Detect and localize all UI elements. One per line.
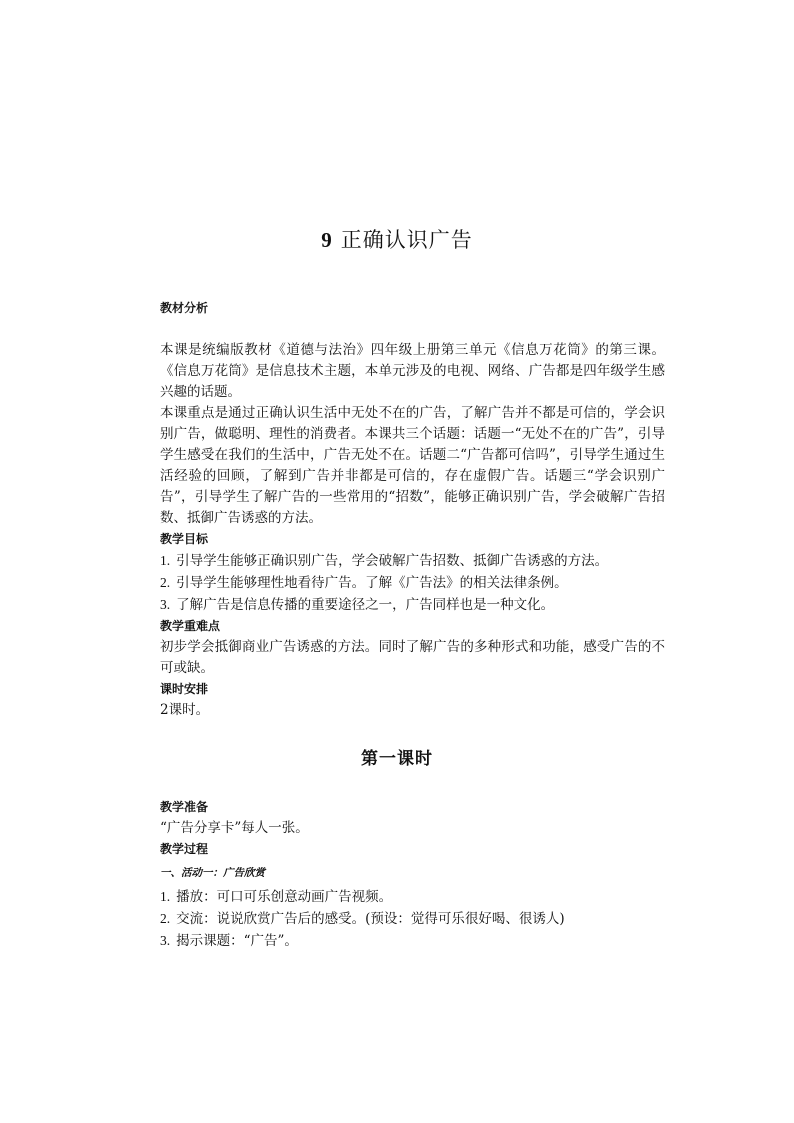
lesson1-title: 第一课时 — [361, 749, 433, 769]
key-points-heading: 教学重难点 — [160, 619, 221, 633]
prep-heading: 教学准备 — [160, 800, 209, 814]
analysis-paragraph-2 — [160, 403, 665, 529]
schedule-heading: 课时安排 — [160, 682, 209, 696]
goal-num: 3. — [160, 597, 171, 612]
goal-num: 2. — [160, 575, 171, 590]
page-title — [0, 224, 794, 254]
analysis-p2-text: 本课重点是通过正确认识生活中无处不在的广告，了解广告并不都是可信的，学会识别广告，做聪明、理性的消费者。本课共三个话题：话题一“无处不在的广告”，引导学生感受在我们的生活中，广告无处不在。话题二“广告都可信吗”，引导学生通过生活经验的回顾，了解到广告并非都是可信的，存在虚假广告。话题三“学会识别广告”，引导学生了解广告的一些常用的“招数”，能够正确识别广告，学会破解广告招数、抵御广告诱惑的方法。 — [160, 405, 665, 526]
analysis-p1-text: 本课是统编版教材《道德与法治》四年级上册第三单元《信息万花筒》的第三课。《信息万花筒》是信息技术主题，本单元涉及的电视、网络、广告都是四年级学生感兴趣的话题。 — [160, 342, 665, 400]
process-heading: 教学过程 — [160, 842, 209, 856]
goal-item — [160, 594, 665, 616]
analysis-paragraph-1 — [160, 319, 665, 403]
step-text: 播放：可口可乐创意动画广告视频。 — [176, 889, 393, 905]
step-item — [160, 930, 665, 952]
step-item — [160, 908, 665, 930]
prep-text: “广告分享卡”每人一张。 — [160, 820, 309, 836]
goal-text: 引导学生能够正确识别广告，学会破解广告招数、抵御广告诱惑的方法。 — [176, 553, 609, 569]
goal-item — [160, 550, 665, 572]
step-num: 3. — [160, 933, 171, 948]
step-text: 交流：说说欣赏广告后的感受。(预设：觉得可乐很好喝、很诱人) — [176, 911, 565, 927]
goal-item — [160, 572, 665, 594]
goal-text: 了解广告是信息传播的重要途径之一，广告同样也是一种文化。 — [176, 597, 555, 613]
goals-heading: 教学目标 — [160, 532, 209, 546]
lesson-number: 9 — [321, 228, 333, 252]
lesson-title-text: 正确认识广告 — [340, 228, 473, 252]
goal-num: 1. — [160, 553, 171, 568]
step-text: 揭示课题：“广告”。 — [176, 933, 298, 949]
key-points-text: 初步学会抵御商业广告诱惑的方法。同时了解广告的多种形式和功能，感受广告的不可或缺。 — [160, 639, 665, 676]
step-num: 2. — [160, 911, 171, 926]
schedule-text: 2课时。 — [160, 702, 210, 718]
step-num: 1. — [160, 889, 171, 904]
step-item — [160, 886, 665, 908]
activity-heading: 一、活动一：广告欣赏 — [160, 867, 265, 879]
analysis-heading: 教材分析 — [160, 301, 209, 315]
lesson-overview — [160, 298, 665, 721]
goal-text: 引导学生能够理性地看待广告。了解《广告法》的相关法律条例。 — [176, 575, 568, 591]
lesson1-body — [160, 797, 665, 952]
